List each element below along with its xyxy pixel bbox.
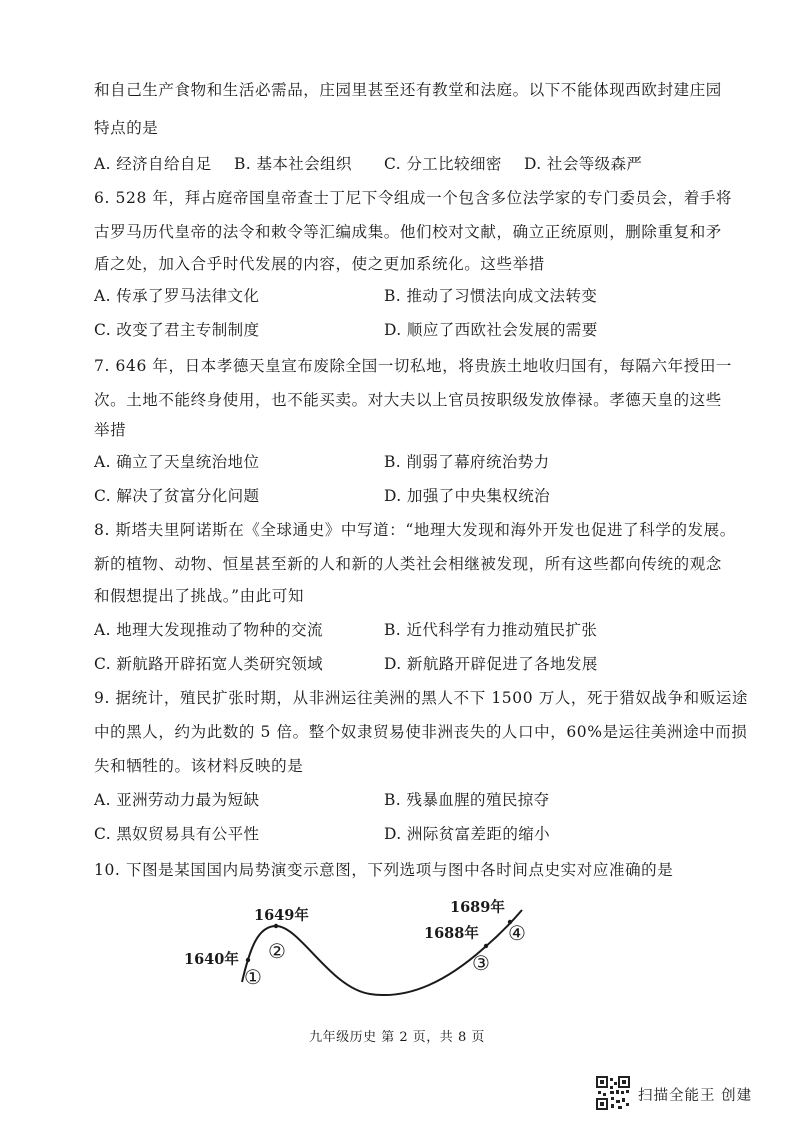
marker-3: ③ (472, 951, 490, 975)
q8-stem-line-1: 8. 斯塔夫里阿诺斯在《全球通史》中写道：“地理大发现和海外开发也促进了科学的发展。 (94, 521, 736, 539)
q8-option-c: C. 新航路开辟拓宽人类研究领域 (94, 655, 324, 673)
point-1688 (484, 944, 488, 948)
q6-option-c: C. 改变了君主专制制度 (94, 321, 260, 339)
q9-option-b: B. 残暴血腥的殖民掠夺 (384, 791, 550, 809)
q10-stem: 10. 下图是某国国内局势演变示意图，下列选项与图中各时间点史实对应准确的是 (94, 861, 674, 879)
q5-stem-line-1: 和自己生产食物和生活必需品，庄园里甚至还有教堂和法庭。以下不能体现西欧封建庄园 (94, 81, 722, 99)
label-1649: 1649年 (254, 907, 309, 924)
q6-option-d: D. 顺应了西欧社会发展的需要 (384, 321, 598, 339)
q5-option-d: D. 社会等级森严 (524, 155, 643, 173)
label-1688: 1688年 (424, 925, 479, 942)
marker-4: ④ (508, 921, 526, 945)
q8-stem-line-3: 和假想提出了挑战。”由此可知 (94, 587, 305, 605)
q8-option-b: B. 近代科学有力推动殖民扩张 (384, 621, 598, 639)
q8-option-a: A. 地理大发现推动了物种的交流 (94, 621, 323, 639)
q8-option-d: D. 新航路开辟促进了各地发展 (384, 655, 598, 673)
q5-option-b: B. 基本社会组织 (234, 155, 352, 173)
point-1649 (274, 924, 278, 928)
q9-option-c: C. 黑奴贸易具有公平性 (94, 825, 260, 843)
marker-2: ② (268, 939, 286, 963)
q6-stem-line-2: 古罗马历代皇帝的法令和敕令等汇编成集。他们校对文献，确立正统原则，删除重复和矛 (94, 223, 722, 241)
marker-1: ① (244, 965, 262, 989)
situation-curve-diagram (180, 888, 560, 1008)
q7-stem-line-1: 7. 646 年，日本孝德天皇宣布废除全国一切私地，将贵族土地收归国有，每隔六年授田一 (94, 357, 733, 375)
q9-stem-line-2: 中的黑人，约为此数的 5 倍。整个奴隶贸易使非洲丧失的人口中，60%是运往美洲途中而损 (94, 723, 748, 741)
q9-option-a: A. 亚洲劳动力最为短缺 (94, 791, 260, 809)
point-1640 (246, 958, 250, 962)
q9-option-d: D. 洲际贫富差距的缩小 (384, 825, 551, 843)
qr-code-icon (596, 1076, 630, 1110)
q6-option-a: A. 传承了罗马法律文化 (94, 287, 260, 305)
label-1689: 1689年 (450, 899, 505, 916)
q6-stem-line-1: 6. 528 年，拜占庭帝国皇帝查士丁尼下令组成一个包含多位法学家的专门委员会，着手将 (94, 189, 733, 207)
q7-option-c: C. 解决了贫富分化问题 (94, 487, 260, 505)
q8-stem-line-2: 新的植物、动物、恒星甚至新的人和新的人类社会相继被发现，所有这些都向传统的观念 (94, 555, 722, 573)
q5-option-a: A. 经济自给自足 (94, 155, 212, 173)
q5-stem-line-2: 特点的是 (94, 119, 159, 137)
q5-option-c: C. 分工比较细密 (384, 155, 502, 173)
label-1640: 1640年 (184, 951, 239, 968)
q7-option-a: A. 确立了天皇统治地位 (94, 453, 260, 471)
page-footer: 九年级历史 第 2 页，共 8 页 (309, 1030, 485, 1045)
scanner-watermark (596, 1076, 776, 1112)
watermark-text: 扫描全能王 创建 (638, 1088, 753, 1104)
q7-stem-line-3: 举措 (94, 421, 127, 439)
q9-stem-line-3: 失和牺牲的。该材料反映的是 (94, 757, 304, 775)
q6-stem-line-3: 盾之处，加入合乎时代发展的内容，使之更加系统化。这些举措 (94, 255, 545, 273)
q7-option-b: B. 削弱了幕府统治势力 (384, 453, 550, 471)
q7-stem-line-2: 次。土地不能终身使用，也不能买卖。对大夫以上官员按职级发放俸禄。孝德天皇的这些 (94, 391, 722, 409)
q6-option-b: B. 推动了习惯法向成文法转变 (384, 287, 598, 305)
q7-option-d: D. 加强了中央集权统治 (384, 487, 551, 505)
q9-stem-line-1: 9. 据统计，殖民扩张时期，从非洲运往美洲的黑人不下 1500 万人，死于猎奴战争和贩运途 (94, 689, 749, 707)
